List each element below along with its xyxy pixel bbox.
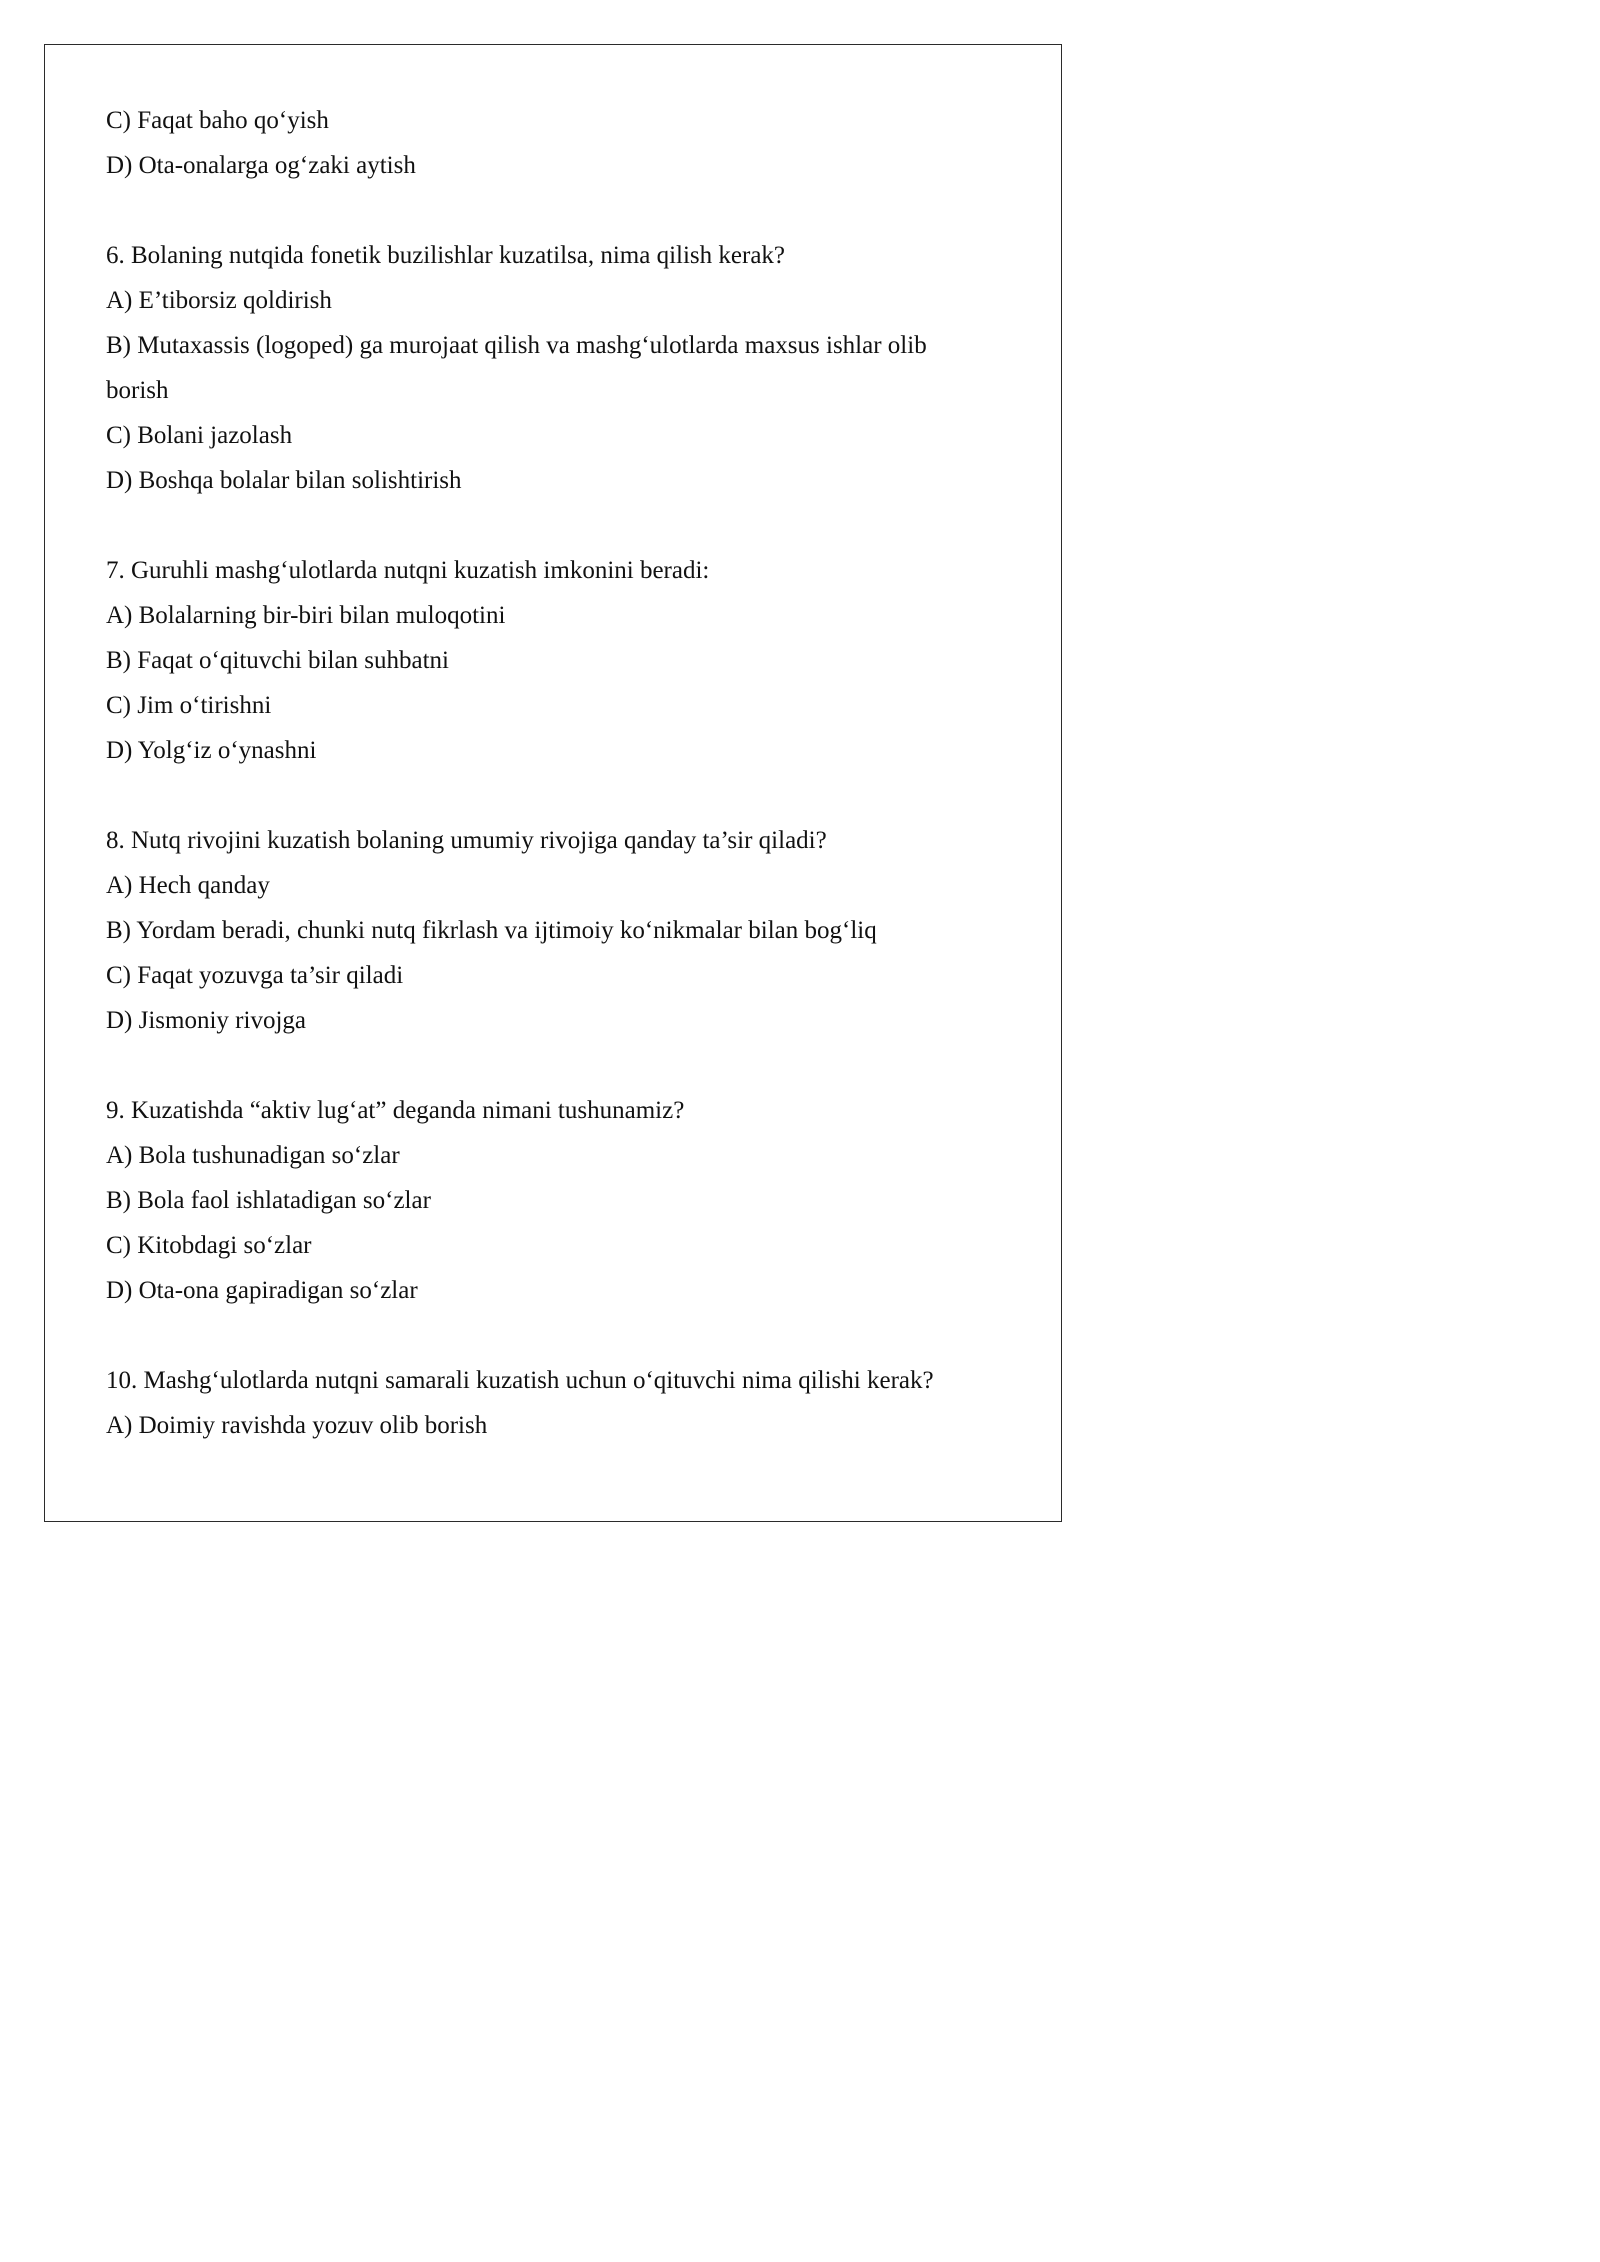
option-a: A) E’tiborsiz qoldirish bbox=[106, 287, 332, 314]
option-c: C) Faqat baho qoʻyish bbox=[106, 107, 329, 134]
question-9 bbox=[106, 1088, 1006, 1313]
option-a: A) Hech qanday bbox=[106, 872, 270, 899]
option-d: D) Jismoniy rivojga bbox=[106, 1007, 306, 1034]
option-c: C) Jim oʻtirishni bbox=[106, 692, 272, 719]
option-b: B) Bola faol ishlatadigan soʻzlar bbox=[106, 1187, 431, 1214]
spacer bbox=[106, 188, 1006, 233]
continued-options bbox=[106, 98, 1006, 188]
option-d: D) Yolgʻiz oʻynashni bbox=[106, 737, 317, 764]
option-b: B) Yordam beradi, chunki nutq fikrlash va ijtimoiy koʻnikmalar bilan bogʻliq bbox=[106, 917, 877, 944]
question-7 bbox=[106, 548, 1006, 773]
question-text: 8. Nutq rivojini kuzatish bolaning umumiy rivojiga qanday ta’sir qiladi? bbox=[106, 827, 827, 854]
question-8 bbox=[106, 818, 1006, 1043]
spacer bbox=[106, 1313, 1006, 1358]
option-a: A) Bolalarning bir-biri bilan muloqotini bbox=[106, 602, 506, 629]
option-d: D) Ota-ona gapiradigan soʻzlar bbox=[106, 1277, 418, 1304]
question-text: 7. Guruhli mashgʻulotlarda nutqni kuzatish imkonini beradi: bbox=[106, 557, 710, 584]
question-6 bbox=[106, 233, 1006, 503]
option-c: C) Bolani jazolash bbox=[106, 422, 293, 449]
option-c: C) Faqat yozuvga ta’sir qiladi bbox=[106, 962, 404, 989]
option-d: D) Ota-onalarga ogʻzaki aytish bbox=[106, 152, 416, 179]
option-a: A) Bola tushunadigan soʻzlar bbox=[106, 1142, 400, 1169]
option-b: B) Faqat oʻqituvchi bilan suhbatni bbox=[106, 647, 450, 674]
spacer bbox=[106, 1043, 1006, 1088]
spacer bbox=[106, 503, 1006, 548]
question-text: 6. Bolaning nutqida fonetik buzilishlar kuzatilsa, nima qilish kerak? bbox=[106, 242, 786, 269]
option-b-continuation: borish bbox=[106, 377, 169, 404]
question-10 bbox=[106, 1358, 1006, 1448]
option-b: B) Mutaxassis (logoped) ga murojaat qilish va mashgʻulotlarda maxsus ishlar olib bbox=[106, 332, 927, 359]
spacer bbox=[106, 773, 1006, 818]
page-content bbox=[106, 98, 1006, 1448]
question-text: 9. Kuzatishda “aktiv lugʻat” deganda nimani tushunamiz? bbox=[106, 1097, 685, 1124]
option-c: C) Kitobdagi soʻzlar bbox=[106, 1232, 312, 1259]
question-text: 10. Mashgʻulotlarda nutqni samarali kuzatish uchun oʻqituvchi nima qilishi kerak? bbox=[106, 1367, 934, 1394]
option-a: A) Doimiy ravishda yozuv olib borish bbox=[106, 1412, 488, 1439]
option-d: D) Boshqa bolalar bilan solishtirish bbox=[106, 467, 462, 494]
